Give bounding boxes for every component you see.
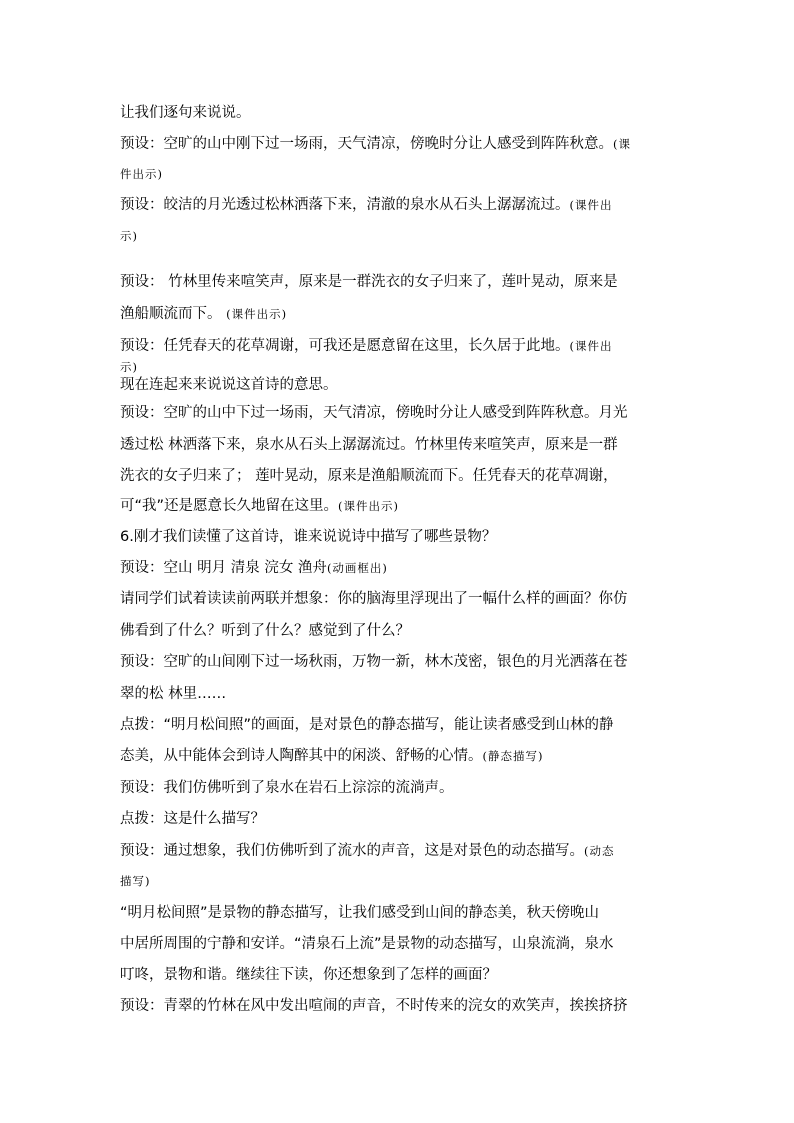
- line-text: 中居所周围的宁静和安详。“清泉石上流”是景物的动态描写，山泉流淌，泉水: [120, 936, 614, 952]
- text-line: [120, 904, 599, 922]
- line-note: (动态: [584, 844, 615, 858]
- text-line: [120, 497, 399, 515]
- text-line: [120, 966, 497, 984]
- text-line: [120, 467, 618, 485]
- text-line: [120, 196, 613, 214]
- line-note: (课: [613, 137, 631, 151]
- line-text: 渔船顺流而下。: [120, 306, 227, 322]
- line-text: 佛看到了什么？听到了什么？感觉到了什么？: [120, 623, 410, 639]
- text-line: [120, 436, 618, 454]
- text-line: [120, 779, 454, 797]
- line-note: 示): [120, 229, 138, 243]
- text-line: [120, 104, 251, 122]
- line-note: (课件出示): [338, 499, 400, 513]
- text-line: [120, 528, 496, 546]
- text-line: [120, 305, 287, 323]
- line-text: 翠的松 林里……: [120, 686, 227, 702]
- line-note: 描写): [120, 874, 151, 888]
- text-line: [120, 227, 138, 245]
- text-line: [120, 842, 615, 860]
- line-text: 预设：我们仿佛听到了泉水在岩石上淙淙的流淌声。: [120, 780, 454, 796]
- text-line: [120, 337, 613, 355]
- line-note: (动画框出): [326, 561, 388, 575]
- line-text: 预设：皎洁的月光透过松林洒落下来，清澈的泉水从石头上潺潺流过。: [120, 197, 570, 213]
- line-note: (课件出: [569, 339, 613, 353]
- line-text: 点拨：“明月松间照”的画面，是对景色的静态描写，能让读者感受到山林的静: [120, 717, 614, 733]
- line-text: 让我们逐句来说说。: [120, 105, 251, 121]
- line-text: 透过松 林洒落下来，泉水从石头上潺潺流过。竹林里传来喧笑声，原来是一群: [120, 437, 618, 453]
- line-text: 态美，从中能体会到诗人陶醉其中的闲淡、舒畅的心情。: [120, 748, 483, 764]
- text-line: [120, 135, 631, 153]
- line-text: 预设：任凭春天的花草凋谢，可我还是愿意留在这里，长久居于此地。: [120, 338, 570, 354]
- line-text: 预设：空山 明月 清泉 浣女 渔舟: [120, 560, 327, 576]
- text-line: [120, 622, 410, 640]
- line-text: 预设：空旷的山中刚下过一场雨，天气清凉，傍晚时分让人感受到阵阵秋意。: [120, 136, 613, 152]
- text-line: [120, 653, 628, 671]
- line-text: 请同学们试着读读前两联并想象：你的脑海里浮现出了一幅什么样的画面？你仿: [120, 591, 628, 607]
- text-line: [120, 872, 151, 890]
- text-line: [120, 376, 338, 394]
- line-text: 预设：青翠的竹林在风中发出喧闹的声音，不时传来的浣女的欢笑声，挨挨挤挤: [120, 998, 628, 1014]
- line-text: 叮咚，景物和谐。继续往下读，你还想象到了怎样的画面？: [120, 967, 497, 983]
- text-line: [120, 997, 628, 1015]
- line-text: 现在连起来来说说这首诗的意思。: [120, 377, 338, 393]
- line-note: (课件出示): [226, 307, 288, 321]
- line-note: 件出示): [120, 167, 163, 181]
- text-line: [120, 935, 614, 953]
- line-note: (静态描写): [482, 749, 544, 763]
- text-line: [120, 685, 226, 703]
- text-line: [120, 404, 628, 422]
- line-note: (课件出: [569, 198, 613, 212]
- line-text: 点拨：这是什么描写？: [120, 811, 265, 827]
- text-line: [120, 747, 543, 765]
- line-text: 预设：空旷的山间刚下过一场秋雨，万物一新，林木茂密，银色的月光洒落在苍: [120, 654, 628, 670]
- text-line: [120, 810, 265, 828]
- text-line: [120, 273, 618, 291]
- text-line: [120, 165, 163, 183]
- line-text: 6.刚才我们读懂了这首诗，谁来说说诗中描写了哪些景物？: [120, 529, 497, 545]
- text-line: [120, 358, 138, 376]
- line-note: 示): [120, 360, 138, 374]
- text-line: [120, 716, 614, 734]
- line-text: 预设：通过想象，我们仿佛听到了流水的声音，这是对景色的动态描写。: [120, 843, 584, 859]
- line-text: 可“我”还是愿意长久地留在这里。: [120, 498, 339, 514]
- text-line: [120, 590, 628, 608]
- text-line: [120, 559, 388, 577]
- line-text: “明月松间照”是景物的静态描写，让我们感受到山间的静态美，秋天傍晚山: [120, 905, 600, 921]
- line-text: 预设：空旷的山中下过一场雨，天气清凉，傍晚时分让人感受到阵阵秋意。月光: [120, 405, 628, 421]
- line-text: 洗衣的女子归来了； 莲叶晃动，原来是渔船顺流而下。任凭春天的花草凋谢，: [120, 468, 618, 484]
- line-text: 预设： 竹林里传来喧笑声，原来是一群洗衣的女子归来了，莲叶晃动，原来是: [120, 274, 618, 290]
